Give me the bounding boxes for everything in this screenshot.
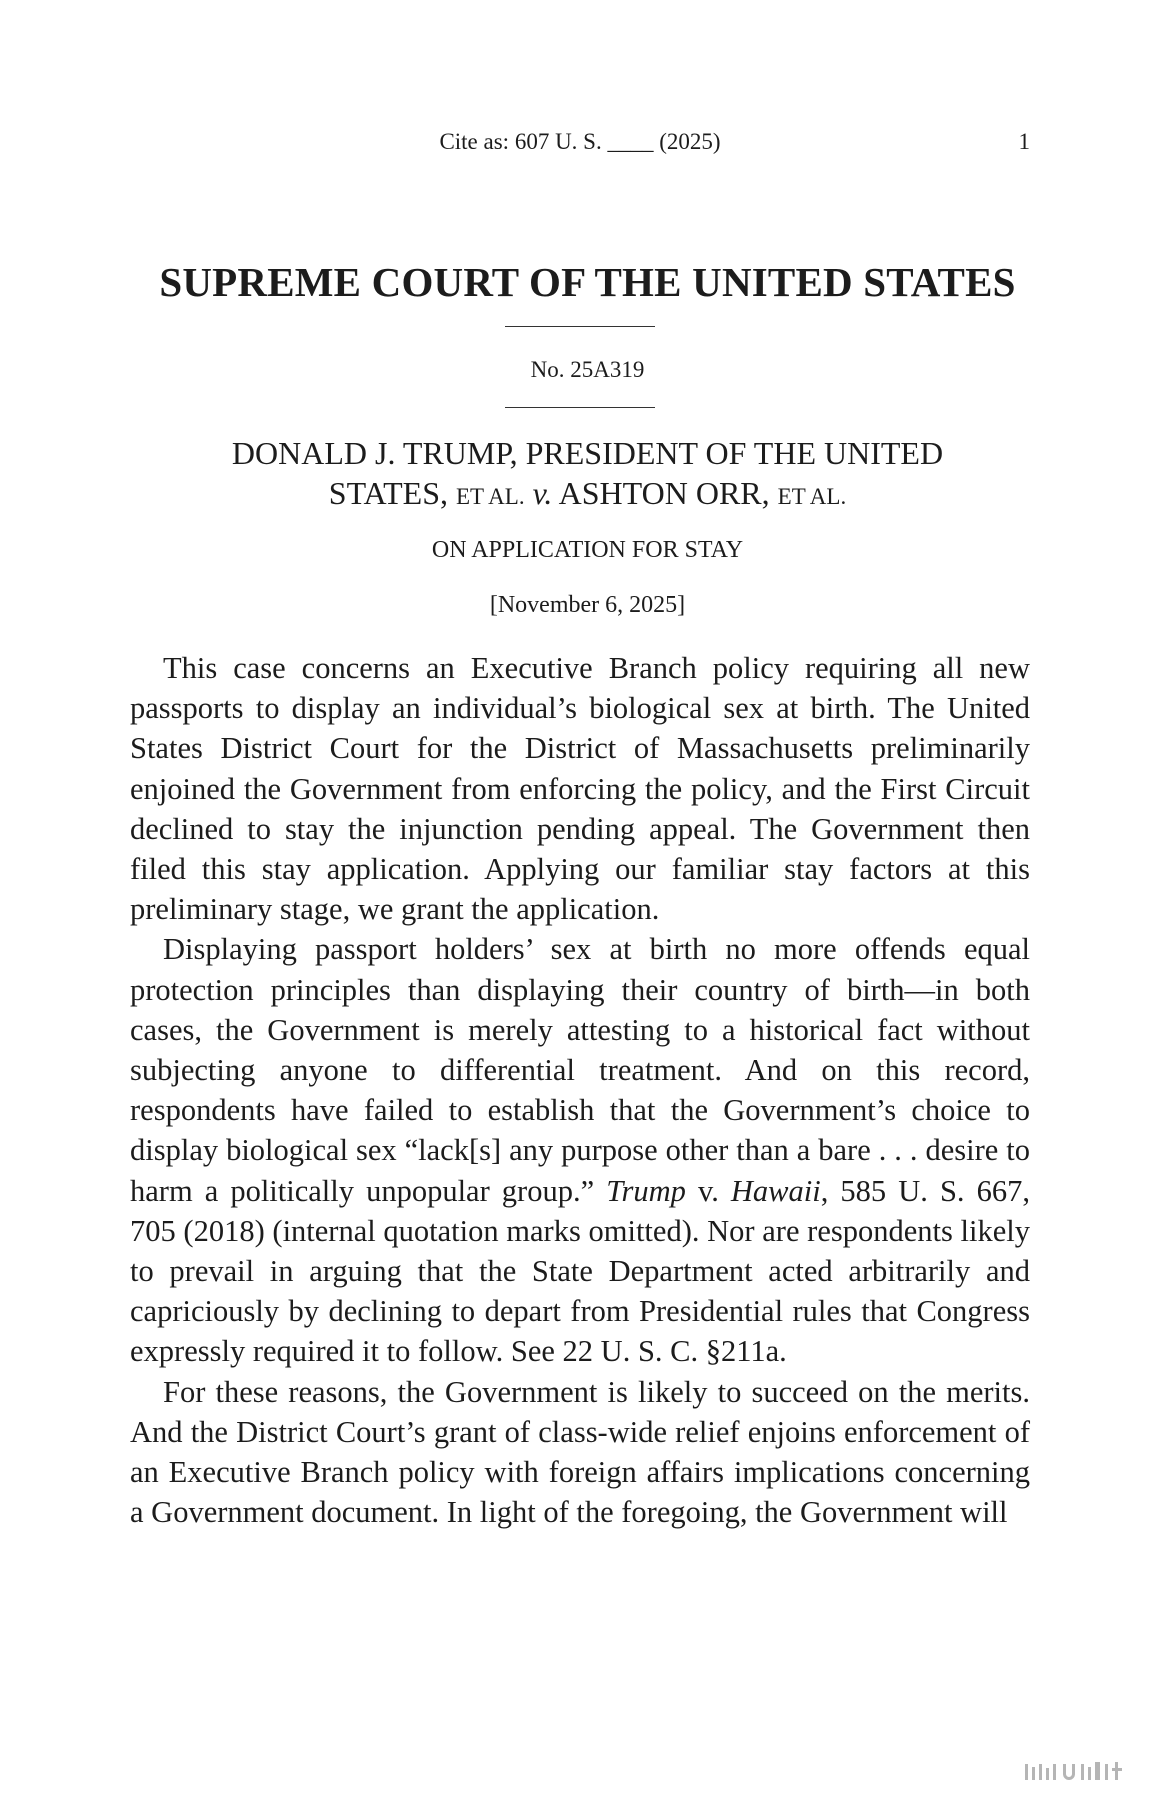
watermark-icon: [1025, 1758, 1145, 1790]
citation-line: Cite as: 607 U. S. ____ (2025): [439, 129, 721, 154]
case-versus: v.: [685, 1173, 731, 1208]
rule-top: [505, 326, 655, 327]
case-name-trump: Trump: [606, 1173, 686, 1208]
caption-respondent: ASHTON ORR,: [558, 475, 770, 511]
paragraph-2-text-a: Displaying passport holders’ sex at birth no more offends equal protection principles than displaying their country of birth—in both cases, the Government is merely attesting to a historical fact without subjecting anyone to differential treatment. And on this record, respondents have failed to establish that the Government’s choice to display biological sex “lack[s] any purpose other than a bare . . . desire to harm a politically unpopular group.”: [130, 932, 1030, 1208]
versus: v.: [532, 475, 553, 511]
caption-states: STATES,: [328, 475, 448, 511]
paragraph-2-text-b: , 585 U. S. 667, 705 (2018) (internal quotation marks omitted). Nor are respondents likely to prevail in arguing that the State Department acted arbitrarily and capriciously by declining to depart from Presidential rules that Congress expressly required it to follow. See 22 U. S. C. §211a.: [130, 1173, 1030, 1369]
docket-number: No. 25A319: [530, 357, 645, 382]
et-al-1: ET AL.: [456, 484, 525, 509]
running-header: [130, 129, 1030, 165]
paragraph-1: This case concerns an Executive Branch policy requiring all new passports to display an individual’s biological sex at birth. The United States District Court for the District of Massachusetts preliminarily enjoined the Government from enforcing the policy, and the First Circuit declined to stay the injunction pending appeal. The Government then filed this stay application. Applying our familiar stay factors at this preliminary stage, we grant the application.: [130, 651, 1030, 927]
caption-line-1: DONALD J. TRUMP, PRESIDENT OF THE UNITED: [231, 435, 944, 471]
page-number: 1: [1018, 129, 1030, 154]
paragraph-3: For these reasons, the Government is likely to succeed on the merits. And the District Court’s grant of class-wide relief enjoins enforcement of an Executive Branch policy with foreign affairs implications concerning a Government document. In light of the foregoing, the Government will: [130, 1374, 1030, 1530]
caption-line-2: [130, 473, 1045, 517]
paragraph-2: [130, 929, 1030, 1371]
opinion-body: [130, 648, 1030, 1532]
case-name-hawaii: Hawaii: [730, 1173, 821, 1208]
case-caption: [130, 433, 1045, 517]
et-al-2: ET AL.: [777, 484, 847, 509]
court-title: SUPREME COURT OF THE UNITED STATES: [159, 259, 1016, 305]
rule-bottom: [505, 407, 655, 408]
application-line: ON APPLICATION FOR STAY: [431, 537, 744, 563]
decision-date: [November 6, 2025]: [489, 592, 686, 618]
